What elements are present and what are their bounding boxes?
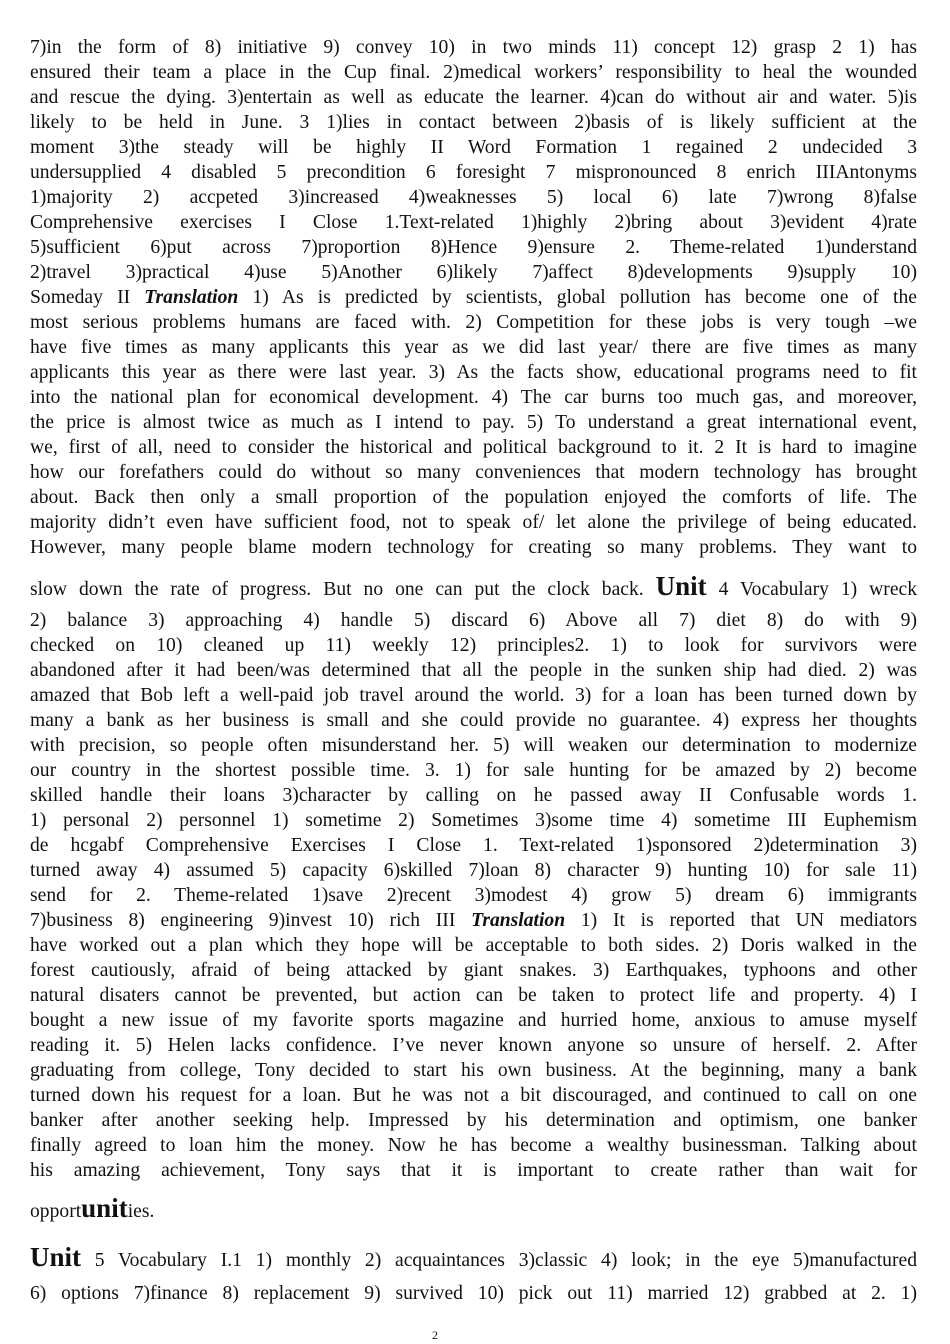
text-span: reading it. 5) Helen lacks confidence. I’ve never known anyone so unsure of herself. 2. After — [30, 1035, 917, 1056]
text-span: checked on 10) cleaned up 11) weekly 12) principles2. 1) to look for survivors were — [30, 635, 917, 656]
text-line — [30, 35, 917, 60]
translation-label: Translation — [144, 287, 239, 308]
text-line — [30, 360, 917, 385]
text-line — [30, 1108, 917, 1133]
text-line — [30, 1281, 917, 1306]
text-line — [30, 1242, 917, 1272]
text-span: opport — [30, 1201, 82, 1222]
text-span: slow down the rate of progress. But no one can put the clock back. — [30, 579, 656, 600]
text-line — [30, 933, 917, 958]
text-line — [30, 60, 917, 85]
text-span: turned down his request for a loan. But he was not a bit discouraged, and continued to call on one — [30, 1085, 917, 1106]
text-line — [30, 833, 917, 858]
text-line — [30, 160, 917, 185]
text-span: graduating from college, Tony decided to start his own business. At the beginning, many a bank — [30, 1060, 917, 1081]
text-line — [30, 733, 917, 758]
text-span: finally agreed to loan him the money. Now he has become a wealthy businessman. Talking about — [30, 1135, 917, 1156]
text-span: moment 3)the steady will be highly II Word Formation 1 regained 2 undecided 3 — [30, 137, 917, 158]
text-span: likely to be held in June. 3 1)lies in contact between 2)basis of is likely sufficient at the — [30, 112, 917, 133]
text-line — [30, 858, 917, 883]
text-line — [30, 958, 917, 983]
text-line — [30, 135, 917, 160]
text-line — [30, 510, 917, 535]
text-line — [30, 571, 918, 601]
text-span: 5 Vocabulary I.1 1) monthly 2) acquaintances 3)classic 4) look; in the eye 5)manufactured — [81, 1250, 917, 1271]
text-line — [30, 1158, 917, 1183]
text-line — [30, 1083, 917, 1108]
translation-label: Translation — [471, 910, 566, 931]
text-span: into the national plan for economical development. 4) The car burns too much gas, and moreover, — [30, 387, 917, 408]
text-line — [30, 260, 917, 285]
text-line — [30, 235, 917, 260]
text-span: most serious problems humans are faced with. 2) Competition for these jobs is very tough –we — [30, 312, 917, 333]
text-line — [30, 185, 917, 210]
text-line — [30, 1193, 917, 1223]
text-line — [30, 110, 917, 135]
text-span: the price is almost twice as much as I intend to pay. 5) To understand a great international event, — [30, 412, 917, 433]
text-span: bought a new issue of my favorite sports magazine and hurried home, anxious to amuse myself — [30, 1010, 917, 1031]
text-line — [30, 485, 917, 510]
text-span: have worked out a plan which they hope will be acceptable to both sides. 2) Doris walked in the — [30, 935, 917, 956]
text-span: 7)business 8) engineering 9)invest 10) rich III — [30, 910, 472, 931]
text-span: 6) options 7)finance 8) replacement 9) survived 10) pick out 11) married 12) grabbed at 2. 1) — [30, 1283, 917, 1304]
text-span: his amazing achievement, Tony says that it is important to create rather than wait for — [30, 1160, 917, 1181]
text-span: However, many people blame modern technology for creating so many problems. They want to — [30, 537, 917, 558]
text-span: 1)majority 2) accpeted 3)increased 4)weaknesses 5) local 6) late 7)wrong 8)false — [30, 187, 917, 208]
text-line — [30, 535, 917, 560]
text-span: forest cautiously, afraid of being attacked by giant snakes. 3) Earthquakes, typhoons and other — [30, 960, 917, 981]
text-span: undersupplied 4 disabled 5 precondition 6 foresight 7 mispronounced 8 enrich IIIAntonyms — [30, 162, 917, 183]
text-line — [30, 410, 917, 435]
text-line — [30, 883, 917, 908]
page-number: 2 — [432, 1328, 438, 1342]
text-span: amazed that Bob left a well-paid job travel around the world. 3) for a loan has been turned down by — [30, 685, 917, 706]
text-span: 2) balance 3) approaching 4) handle 5) discard 6) Above all 7) diet 8) do with 9) — [30, 610, 917, 631]
text-span: 1) personal 2) personnel 1) sometime 2) Sometimes 3)some time 4) sometime III Euphemism — [30, 810, 917, 831]
text-line — [30, 435, 917, 460]
text-span: turned away 4) assumed 5) capacity 6)skilled 7)loan 8) character 9) hunting 10) for sale 11) — [30, 860, 917, 881]
unit-heading: Unit — [655, 571, 707, 601]
text-span: majority didn’t even have sufficient food, not to speak of/ let alone the privilege of being educated. — [30, 512, 917, 533]
text-span: banker after another seeking help. Impressed by his determination and optimism, one banker — [30, 1110, 917, 1131]
text-line — [30, 1008, 917, 1033]
text-span: our country in the shortest possible time. 3. 1) for sale hunting for be amazed by 2) become — [30, 760, 917, 781]
text-span: send for 2. Theme-related 1)save 2)recent 3)modest 4) grow 5) dream 6) immigrants — [30, 885, 917, 906]
text-span: 1) As is predicted by scientists, global pollution has become one of the — [238, 287, 917, 308]
text-span: 5)sufficient 6)put across 7)proportion 8)Hence 9)ensure 2. Theme-related 1)understand — [30, 237, 917, 258]
text-line — [30, 1133, 917, 1158]
text-span: have five times as many applicants this year as we did last year/ there are five times as many — [30, 337, 917, 358]
unit-heading: Unit — [30, 1242, 82, 1272]
text-line — [30, 210, 917, 235]
text-line — [30, 310, 917, 335]
text-span: about. Back then only a small proportion of the population enjoyed the comforts of life. The — [30, 487, 917, 508]
text-span: ensured their team a place in the Cup final. 2)medical workers’ responsibility to heal the wounded — [30, 62, 917, 83]
text-span: 7)in the form of 8) initiative 9) convey 10) in two minds 11) concept 12) grasp 2 1) has — [30, 37, 917, 58]
unit-heading: unit — [81, 1193, 128, 1223]
text-span: applicants this year as there were last year. 3) As the facts show, educational programs need to fit — [30, 362, 917, 383]
text-line — [30, 783, 917, 808]
text-line — [30, 708, 917, 733]
text-span: 2)travel 3)practical 4)use 5)Another 6)likely 7)affect 8)developments 9)supply 10) — [30, 262, 917, 283]
text-span: ies. — [127, 1201, 155, 1222]
text-line — [30, 385, 917, 410]
text-line — [30, 808, 917, 833]
text-line — [30, 85, 917, 110]
text-line — [30, 285, 917, 310]
text-span: many a bank as her business is small and she could provide no guarantee. 4) express her thoughts — [30, 710, 917, 731]
text-span: natural disaters cannot be prevented, but action can be taken to protect life and property. 4) I — [30, 985, 917, 1006]
text-span: 4 Vocabulary 1) wreck — [706, 579, 918, 600]
text-span: de hcgabf Comprehensive Exercises I Close 1. Text-related 1)sponsored 2)determination 3) — [30, 835, 917, 856]
text-span: abandoned after it had been/was determined that all the people in the sunken ship had died. 2) was — [30, 660, 917, 681]
text-line — [30, 683, 917, 708]
text-line — [30, 758, 917, 783]
text-span: Comprehensive exercises I Close 1.Text-related 1)highly 2)bring about 3)evident 4)rate — [30, 212, 917, 233]
text-span: how our forefathers could do without so many conveniences that modern technology has brought — [30, 462, 917, 483]
text-line — [30, 1058, 917, 1083]
text-span: and rescue the dying. 3)entertain as well as educate the learner. 4)can do without air and water. 5)is — [30, 87, 917, 108]
text-line — [30, 460, 917, 485]
text-line — [30, 335, 917, 360]
text-span: Someday II — [30, 287, 145, 308]
text-span: 1) It is reported that UN mediators — [565, 910, 917, 931]
text-line — [30, 1033, 917, 1058]
text-span: skilled handle their loans 3)character by calling on he passed away II Confusable words 1. — [30, 785, 917, 806]
text-line — [30, 983, 917, 1008]
text-span: we, first of all, need to consider the historical and political background to it. 2 It is hard to imagine — [30, 437, 917, 458]
text-line — [30, 658, 917, 683]
text-span: with precision, so people often misunderstand her. 5) will weaken our determination to modernize — [30, 735, 917, 756]
text-line — [30, 608, 917, 633]
text-line — [30, 633, 917, 658]
text-line — [30, 908, 917, 933]
